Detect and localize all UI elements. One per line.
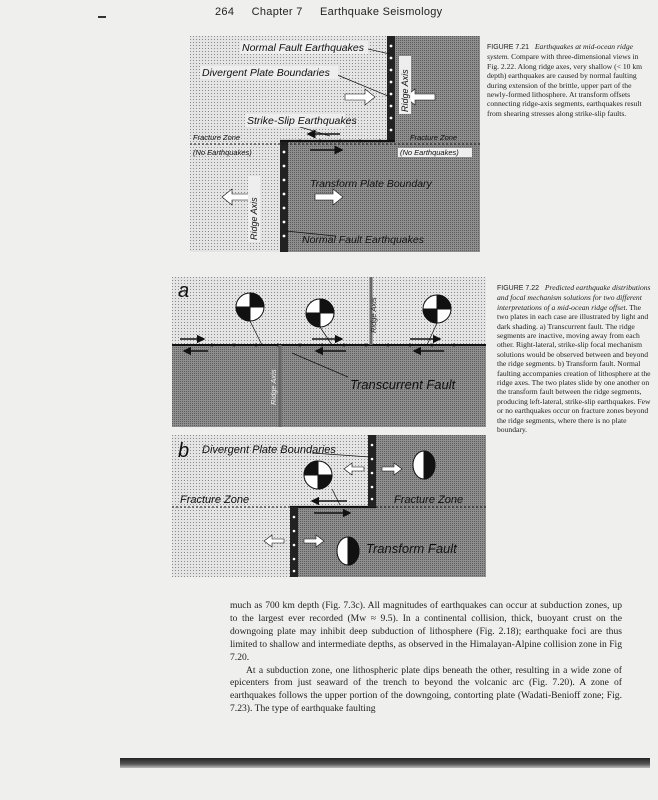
panel-a-letter: a: [178, 280, 190, 302]
figure-7-21: [190, 36, 480, 252]
label-no-eq-left: (No Earthquakes): [193, 148, 252, 157]
caption-7-22-title: Predicted earthquake distributions and focal mechanism solutions for two different interpretations of a mid-ocean ridge offset.: [497, 283, 651, 312]
chapter-label: Chapter 7: [251, 6, 303, 18]
body-text: [230, 600, 622, 716]
running-header: [215, 6, 456, 18]
label-divergent: Divergent Plate Boundaries: [202, 67, 330, 79]
label-no-eq-right: (No Earthquakes): [400, 148, 459, 157]
running-title: Earthquake Seismology: [320, 6, 443, 18]
panel-b-fracture-left: Fracture Zone: [180, 494, 250, 506]
label-normal-fault-bottom: Normal Fault Earthquakes: [302, 234, 424, 246]
body-paragraph-2: At a subduction zone, one lithospheric plate dips beneath the other, resulting in a wide zone of epicenters from just seaward of the trench to beyond the volcanic arc (Fig. 7.20). A zone of earthquakes follows the upper portion of the downgoing, contorting plate (Wadati-Benioff zone; Fig. 7.23). The type of earthquake faulting: [230, 664, 622, 715]
panel-b-letter: b: [178, 440, 190, 462]
panel-b-divergent-label: Divergent Plate Boundaries: [202, 444, 336, 456]
body-paragraph-1: much as 700 km depth (Fig. 7.3c). All magnitudes of earthquakes can occur at subduction zones, up to the largest ever recorded (Mw ≈ 9.5). In a continental collision, thick, buoyant crust on the downgoing plate may inhibit deep subduction of lithosphere (Fig. 2.18); earthquake foci are thus limited to shallow and intermediate depths, as observed in the Himalayan-Alpine collision zone in Fig 7.20.: [230, 600, 622, 663]
caption-7-21-text: Compare with three-dimensional views in Fig. 2.22. Along ridge axes, very shallow (< 10 km depth) earthquakes are caused by normal faulting during extension of the brittle, upper part of the newly-formed lithosphere. At transform offsets connecting ridge-axis segments, earthquakes result from shearing stresses along strike-slip faults.: [487, 52, 643, 118]
panel-a-ridge-axis-top: Ridge Axis: [369, 297, 378, 333]
panel-a-fault-label: Transcurrent Fault: [350, 377, 456, 392]
figure-7-22-panel-b: [172, 435, 486, 577]
label-transform-boundary: Transform Plate Boundary: [310, 178, 432, 190]
caption-7-21-title: Earthquakes at mid-ocean ridge system.: [487, 42, 633, 62]
caption-7-22-number: FIGURE 7.22: [497, 285, 540, 292]
margin-mark: [98, 16, 106, 18]
label-fracture-zone-right: Fracture Zone: [410, 133, 458, 142]
label-strike-slip: Strike-Slip Earthquakes: [247, 115, 357, 127]
caption-7-21-number: FIGURE 7.21: [487, 44, 530, 51]
label-ridge-axis-bottom: Ridge Axis: [249, 197, 259, 240]
label-normal-fault-top: Normal Fault Earthquakes: [242, 42, 364, 54]
page-number: 264: [215, 6, 235, 18]
panel-a-ridge-axis-bottom: Ridge Axis: [269, 369, 278, 405]
scan-edge-shadow: [120, 758, 650, 768]
label-ridge-axis-top: Ridge Axis: [400, 69, 410, 112]
caption-7-22-text: The two plates in each case are illustrated by light and dark shading. a) Transcurrent fault. The ridge segments are inactive, moving away from each other. Right-lateral, strike-slip focal mechanism solutions would be observed between and beyond the ridge segments. b) Transform fault. Normal faulting accompanies creation of lithosphere at the ridge axes. The two plates slide by one another on the transform fault between the ridge segments, producing left-lateral, strike-slip earthquakes. Few or no earthquakes occur on fracture zones beyond the ridge segments, where there is no plate boundary.: [497, 302, 651, 435]
figure-7-22-panel-a: [172, 277, 486, 427]
caption-7-22: [497, 283, 654, 435]
caption-7-21: [487, 42, 647, 118]
panel-b-fracture-right: Fracture Zone: [394, 494, 464, 506]
label-fracture-zone-left: Fracture Zone: [193, 133, 241, 142]
panel-b-fault-label: Transform Fault: [366, 541, 457, 556]
